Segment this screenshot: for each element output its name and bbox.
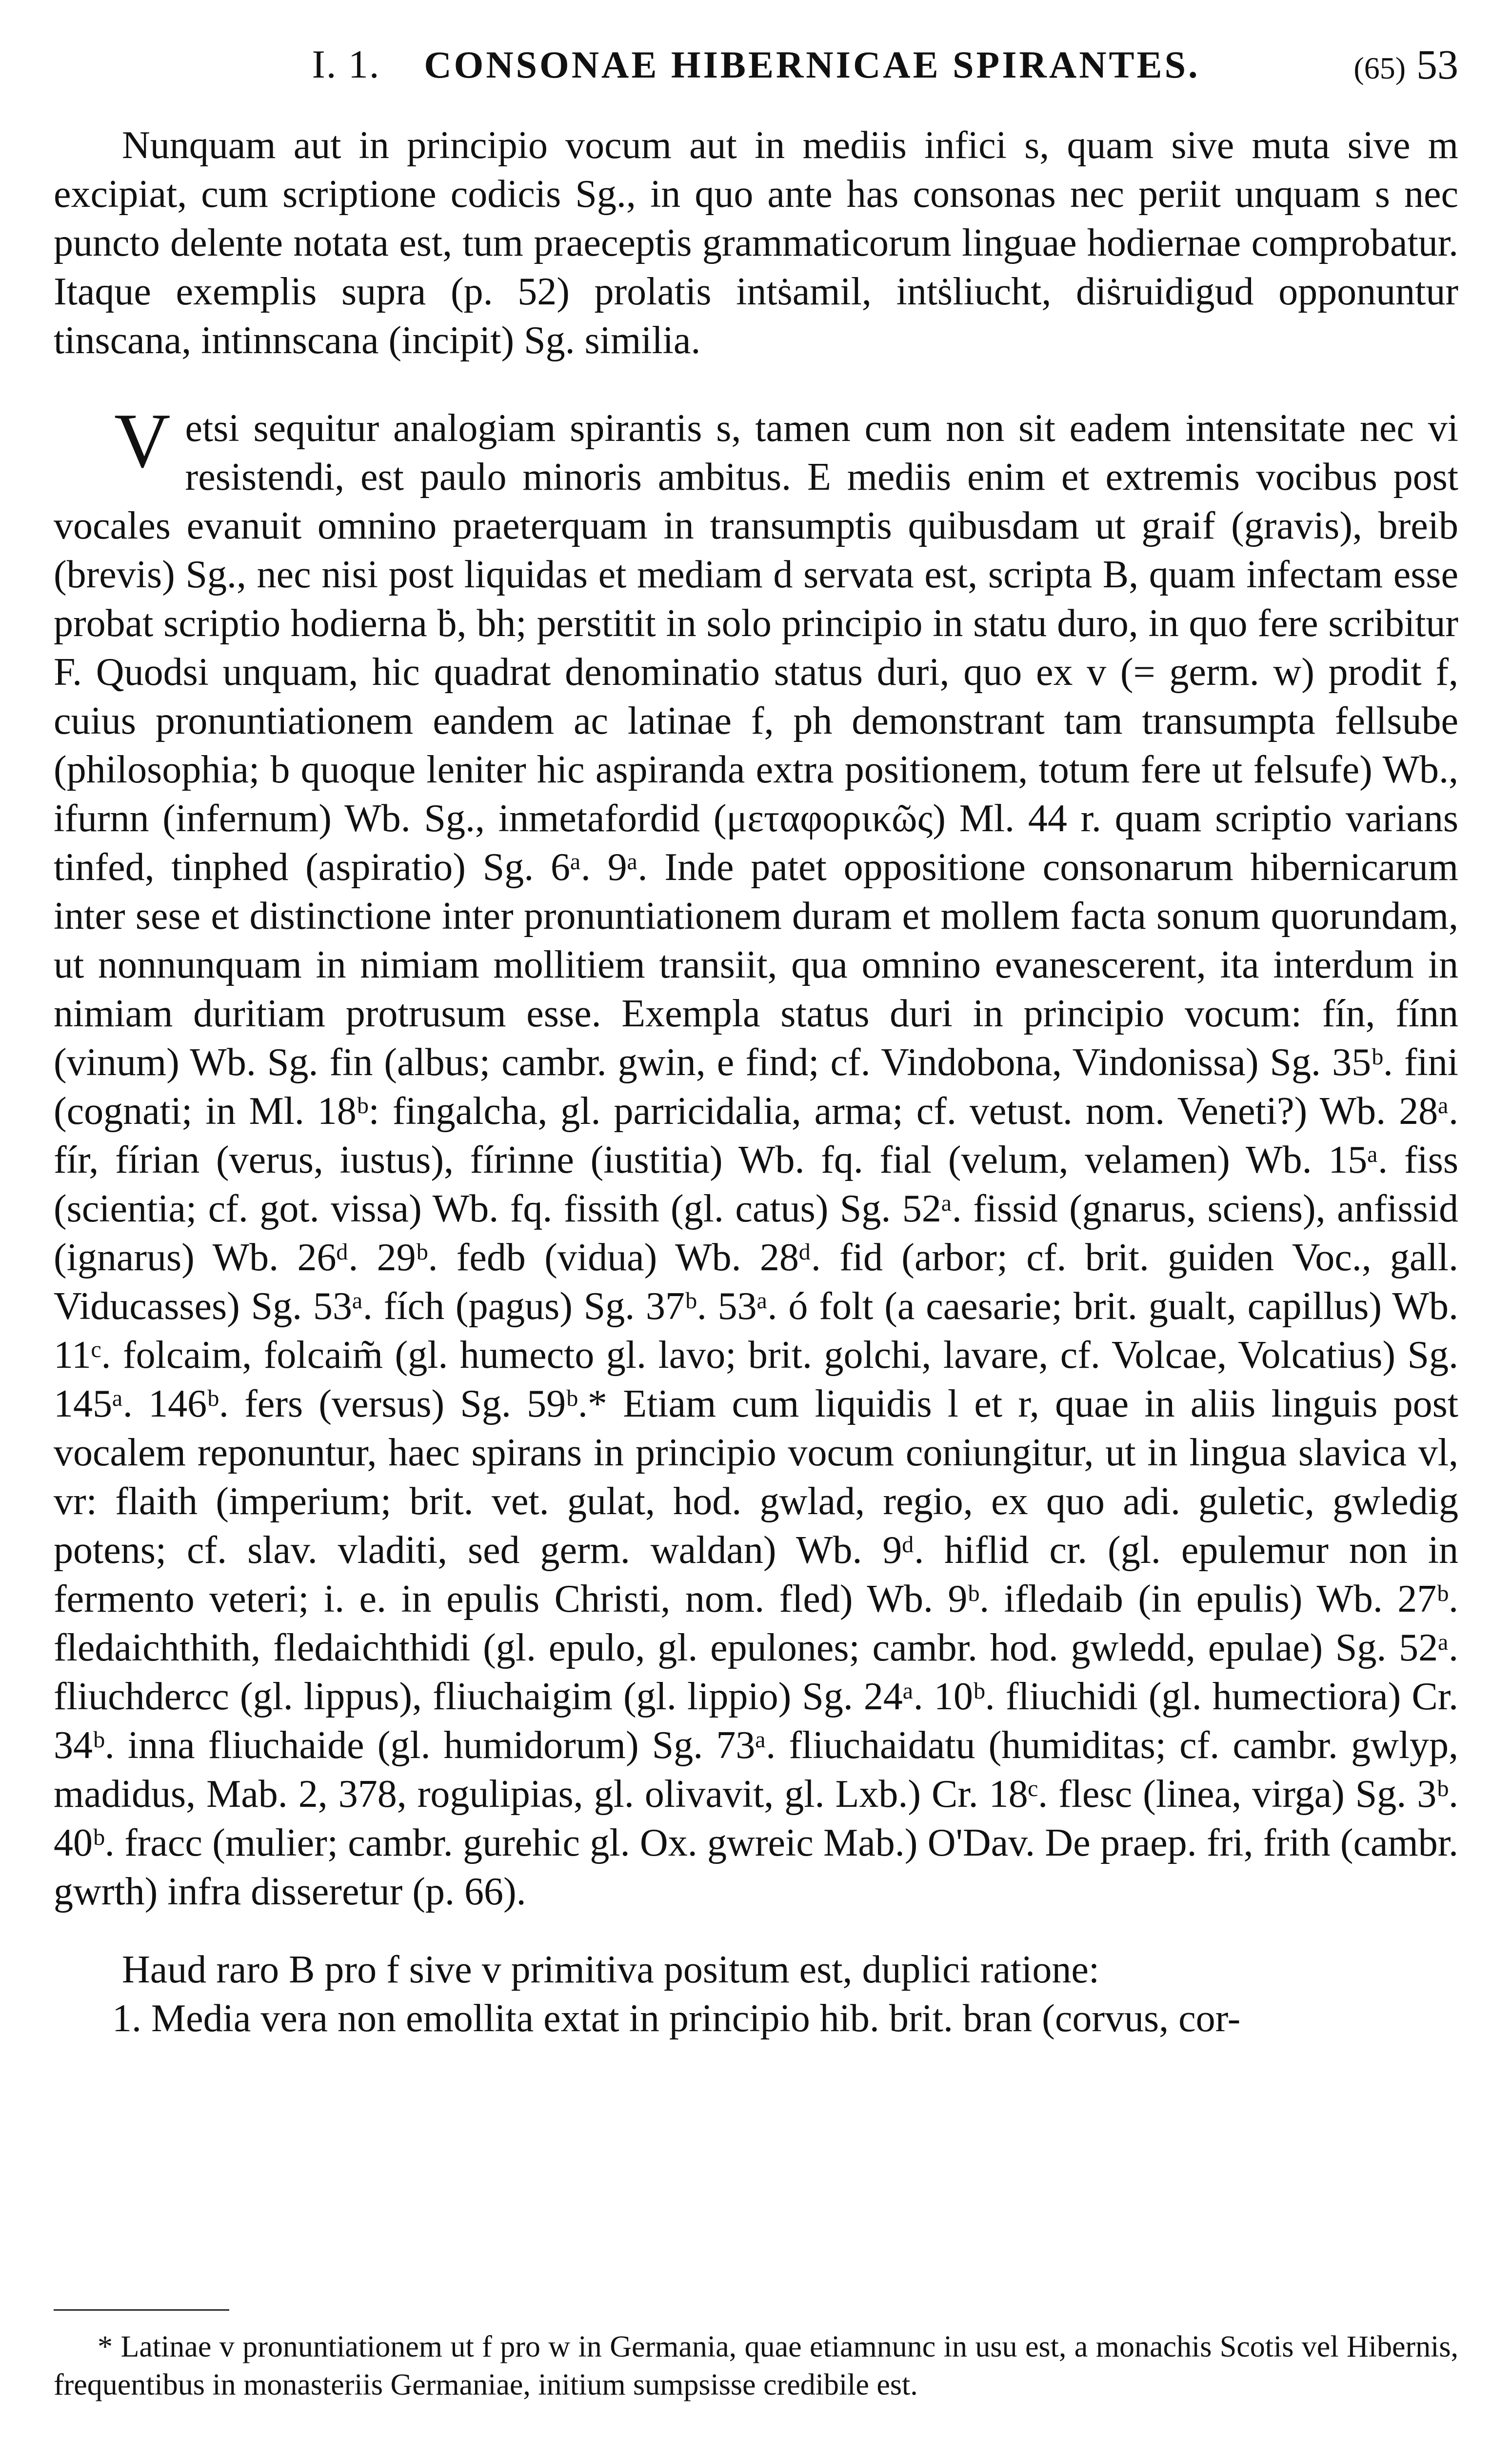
footnote xyxy=(54,2328,1458,2404)
page-numbers xyxy=(1353,30,1458,102)
paragraph-2-text: etsi sequitur analogiam spirantis s, tamen cum non sit eadem intensitate nec vi resistendi, est paulo minoris ambitus. E mediis enim et extremis vocibus post vocales evanuit omnino praeterquam in transumptis quibusdam ut graif (gravis), breib (brevis) Sg., nec nisi post liquidas et mediam d servata est, scripta B, quam infectam esse probat scriptio hodierna ḃ, bh; perstitit in solo principio in statu duro, in quo fere scribitur F. Quodsi unquam, hic quadrat denominatio status duri, quo ex v (= germ. w) prodit f, cuius pronuntiationem eandem ac latinae f, ph demonstrant tam transumpta fellsube (philosophia; b quoque leniter hic aspiranda extra positionem, totum fere ut felsufe) Wb., ifurnn (infernum) Wb. Sg., inmetafordid (μεταφορικῶς) Ml. 44 r. quam scriptio varians tinfed, tinphed (aspiratio) Sg. 6ᵃ. 9ᵃ. Inde patet oppositione consonarum hibernicarum inter sese et distinctione inter pronuntiationem duram et mollem facta sonum quorundam, ut nonnunquam in nimiam mollitiem transiit, qua omnino evanescerent, ita interdum in nimiam duritiam protrusum esse. Exempla status duri in principio vocum: fín, fínn (vinum) Wb. Sg. fin (albus; cambr. gwin, e find; cf. Vindobona, Vindonissa) Sg. 35ᵇ. fini (cognati; in Ml. 18ᵇ: fingalcha, gl. parricidalia, arma; cf. vetust. nom. Veneti?) Wb. 28ᵃ. fír, fírian (verus, iustus), fírinne (iustitia) Wb. fq. fial (velum, velamen) Wb. 15ᵃ. fiss (scientia; cf. got. vissa) Wb. fq. fissith (gl. catus) Sg. 52ᵃ. fissid (gnarus, sciens), anfissid (ignarus) Wb. 26ᵈ. 29ᵇ. fedb (vidua) Wb. 28ᵈ. fid (arbor; cf. brit. guiden Voc., gall. Viducasses) Sg. 53ᵃ. fích (pagus) Sg. 37ᵇ. 53ᵃ. ó folt (a caesarie; brit. gualt, capillus) Wb. 11ᶜ. folcaim, folcaim̃ (gl. humecto gl. lavo; brit. golchi, lavare, cf. Volcae, Volcatius) Sg. 145ᵃ. 146ᵇ. fers (versus) Sg. 59ᵇ.* Etiam cum liquidis l et r, quae in aliis linguis post vocalem reponuntur, haec spirans in principio vocum coniungitur, ut in lingua slavica vl, vr: flaith (imperium; brit. vet. gulat, hod. gwlad, regio, ex quo adi. guletic, gwledig potens; cf. slav. vladiti, sed germ. waldan) Wb. 9ᵈ. hifl​id cr. (gl. epulemur non in fermento veteri; i. e. in epulis Christi, nom. fled) Wb. 9ᵇ. ifledaib (in epulis) Wb. 27ᵇ. fledaichthith, fledaichthidi (gl. epulo, gl. epulones; cambr. hod. gwledd, epulae) Sg. 52ᵃ. fliuchdercc (gl. lippus), fliuchaigim (gl. lippio) Sg. 24ᵃ. 10ᵇ. fliuchidi (gl. humectiora) Cr. 34ᵇ. inna fliuchaide (gl. humidorum) Sg. 73ᵃ. fliuchaidatu (humiditas; cf. cambr. gwlyp, madidus, Mab. 2, 378, rogulipias, gl. olivavit, gl. Lxb.) Cr. 18ᶜ. flesc (linea, virga) Sg. 3ᵇ. 40ᵇ. fracc (mulier; cambr. gurehic gl. Ox. gwreic Mab.) O'Dav. De praep. fri, frith (cambr. gwrth) infra disseretur (p. 66). xyxy=(54,407,1458,1913)
section-number: I. 1. xyxy=(312,42,380,86)
running-header xyxy=(54,30,1458,99)
paragraph-2 xyxy=(54,397,1458,1916)
page-number: 53 xyxy=(1416,41,1458,88)
paragraph-1: Nunquam aut in principio vocum aut in mediis infici s, quam sive muta sive m excipiat, cum scriptione codicis Sg., in quo ante has consonas nec periit unquam s nec puncto delente notata est, tum praeceptis grammaticorum linguae hodiernae comprobatur. Itaque exemplis supra (p. 52) prolatis intṡamil, intṡliucht, diṡruidigud opponuntur tinscana, intinnscana (incipit) Sg. similia. xyxy=(54,124,1458,362)
drop-cap: V xyxy=(114,397,171,484)
footnote-body xyxy=(54,2328,1458,2404)
footnote-rule xyxy=(54,2309,229,2311)
chapter-title: CONSONAE HIBERNICAE SPIRANTES. xyxy=(424,43,1200,86)
paragraph-3: Haud raro B pro f sive v primitiva positum est, duplici ratione: xyxy=(122,1948,1100,1991)
header-title-line xyxy=(54,30,1458,99)
original-page-number: (65) xyxy=(1353,51,1406,85)
main-text xyxy=(54,121,1458,2043)
footnote-marker: * xyxy=(98,2330,113,2363)
paragraph-4: 1. Media vera non emollita extat in principio hib. brit. bran (corvus, cor- xyxy=(112,1997,1241,2040)
footnote-text: Latinae v pronuntiationem ut f pro w in Germania, quae etiamnunc in usu est, a monachis Scotis vel Hibernis, frequentibus in monasteriis Germaniae, initium sumpsisse credibile est. xyxy=(54,2330,1459,2401)
